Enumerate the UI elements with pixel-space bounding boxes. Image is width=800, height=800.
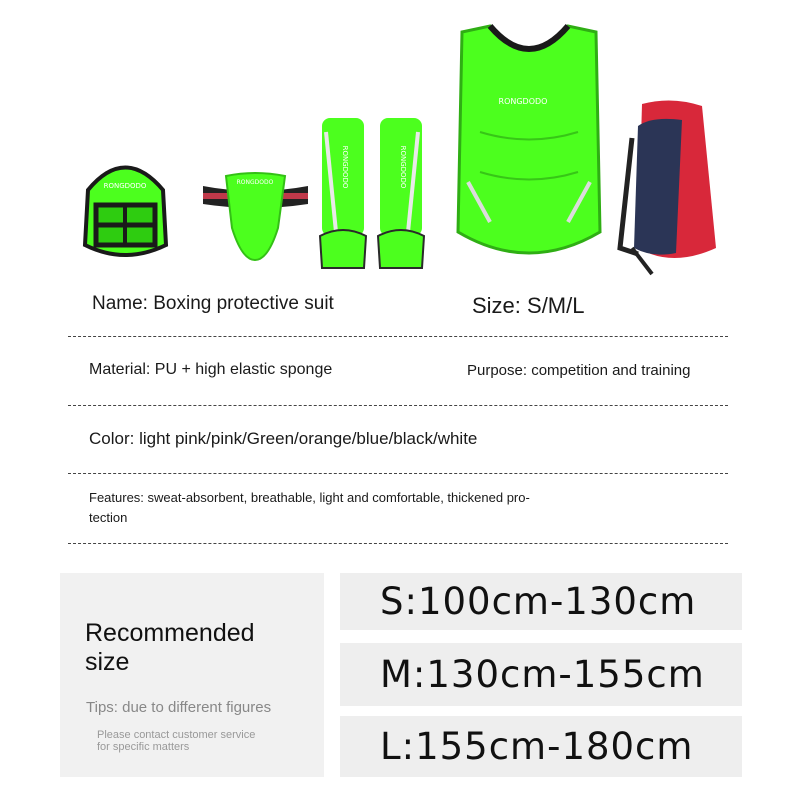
headgear-image (78, 150, 173, 265)
divider-1 (68, 336, 728, 337)
recommended-size-panel (60, 573, 324, 777)
size-s-box (340, 573, 742, 630)
product-colors: Color: light pink/pink/Green/orange/blue/black/white (89, 429, 478, 448)
product-features-line1: Features: sweat-absorbent, breathable, light and comfortable, thickened pro- (89, 490, 530, 505)
contact-line1: Please contact customer service (97, 729, 256, 741)
recommended-title-line1: Recommended (85, 619, 255, 647)
recommended-title-line2: size (85, 648, 130, 676)
size-s-label: S:100cm-130cm (380, 580, 697, 623)
shin-guards-image (318, 112, 428, 272)
chest-guard-brand: RONGDODO (498, 97, 548, 106)
groin-guard-brand: RONGDODO (236, 179, 274, 186)
contact-line2: for specific matters (97, 741, 190, 753)
product-material: Material: PU + high elastic sponge (89, 361, 333, 378)
shin-guard-left-brand: RONGDODO (341, 145, 349, 189)
groin-guard-image (198, 168, 313, 268)
size-m-label: M:130cm-155cm (380, 653, 705, 696)
product-purpose: Purpose: competition and training (467, 362, 691, 379)
divider-2 (68, 405, 728, 406)
backpack-image (612, 98, 722, 278)
divider-4 (68, 543, 728, 544)
tips-text: Tips: due to different figures (86, 699, 272, 716)
product-features-line2: tection (89, 510, 128, 525)
product-image-row (0, 0, 800, 290)
headgear-brand: RONGDODO (103, 182, 147, 190)
size-l-label: L:155cm-180cm (380, 725, 694, 768)
product-size: Size: S/M/L (472, 293, 585, 318)
size-l-box (340, 716, 742, 777)
shin-guard-right-brand: RONGDODO (399, 145, 407, 189)
product-name: Name: Boxing protective suit (92, 293, 334, 314)
size-m-box (340, 643, 742, 706)
chest-guard-image (450, 22, 608, 270)
divider-3 (68, 473, 728, 474)
